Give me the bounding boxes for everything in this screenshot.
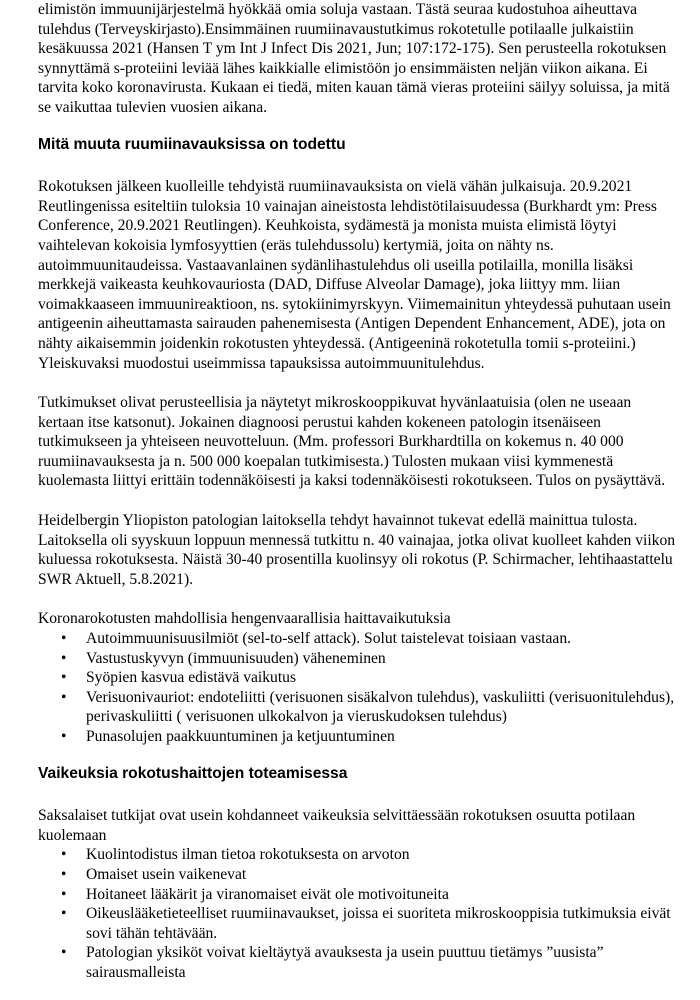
paragraph-heidelberg: Heidelbergin Yliopiston patologian laitoksella tehdyt havainnot tukevat edellä mainittua tulosta. Laitoksella oli syyskuun loppuun mennessä tutkittu n. 40 vainajaa, jotka olivat kuolleet kahden viikon kuluessa rokotuksesta. Näistä 30-40 prosentilla kuolinsyy oli rokotus (P. Schirmacher, lehtihaastattelu SWR Aktuell, 5.8.2021).	[38, 512, 676, 588]
intro-paragraph: elimistön immuunijärjestelmä hyökkää omia soluja vastaan. Tästä seuraa kudostuhoa aiheuttava tulehdus (Terveyskirjasto).Ensimmäinen ruumiinavaustutkimus rokotetulle potilaalle julkaistiin kesäkuussa 2021 (Hansen T ym Int J Infect Dis 2021, Jun; 107:172-175). Sen perusteella rokotuksen synnyttämä s-proteiini leviää lähes kaikkialle elimistöön jo ensimmäisten neljän viikon aikana. Ei tarvita koko koronavirusta. Kukaan ei tiedä, miten kauan tämä vieras proteiini säilyy soluissa, ja mitä se vaikuttaa tulevien vuosien aikana.	[38, 1, 670, 116]
section-heading-difficulties: Vaikeuksia rokotushaittojen toteamisessa	[38, 764, 348, 782]
list-item: • Autoimmuunisuusilmiöt (sel-to-self attack). Solut taistelevat toisiaan vastaan.	[38, 629, 680, 649]
list-item: • Punasolujen paakkuuntuminen ja ketjuuntuminen	[38, 727, 680, 747]
list-item: • Syöpien kasvua edistävä vaikutus	[38, 668, 680, 688]
side-effects-list	[38, 629, 680, 747]
list-item: • Verisuonivauriot: endoteliitti (verisuonen sisäkalvon tulehdus), vaskuliitti (verisuonitulehdus), perivaskuliitti ( verisuonen ulkokalvon ja vieruskudoksen tulehdus)	[38, 688, 680, 727]
paragraph-reutlingen: Rokotuksen jälkeen kuolleille tehdyistä ruumiinavauksista on vielä vähän julkaisuja. 20.9.2021 Reutlingenissa esiteltiin tuloksia 10 vainajan aineistosta lehdistötilaisuudessa (Burkhardt ym: Press Conference, 20.9.2021 Reutlingen). Keuhkoista, sydämestä ja monista muista elimistä löytyi vaihtelevan kokoisia lymfosyyttien (eräs tulehdussolu) kertymiä, joita on nähty ns. autoimmuunitaudeissa. Vastaavanlainen sydänlihastulehdus oli useilla potilailla, monilla lisäksi merkkejä vaikeasta keuhkovauriosta (DAD, Diffuse Alveolar Damage), joka liittyy mm. liian voimakkaaseen immuunireaktioon, ns. sytokiinimyrskyyn. Viimemainitun yhteydessä puhutaan usein antigeenin aiheuttamasta sairauden pahenemisesta (Antigen Dependent Enhancement, ADE), jota on nähty aikaisemmin joidenkin rokotusten yhteydessä. (Antigeeninä rokotetulla tomii s-proteiini.) Yleiskuvaksi muodostui useimmissa tapauksissa autoimmuunitulehdus.	[38, 178, 671, 372]
list-item: • Vastustuskyvyn (immuunisuuden) väheneminen	[38, 649, 680, 669]
list-item: • Oikeuslääketieteelliset ruumiinavaukset, joissa ei suoriteta mikroskooppisia tutkimuksia eivät sovi tähän tehtävään.	[38, 904, 680, 943]
list-item: • Hoitaneet lääkärit ja viranomaiset eivät ole motivoituneita	[38, 885, 680, 905]
section-heading-autopsies: Mitä muuta ruumiinavauksissa on todettu	[38, 135, 346, 153]
difficulties-list	[38, 845, 680, 982]
paragraph-german-researchers: Saksalaiset tutkijat ovat usein kohdanneet vaikeuksia selvittäessään rokotuksen osuutta potilaan kuolemaan	[38, 807, 636, 844]
document-page	[38, 0, 680, 983]
list-title-side-effects: Koronarokotusten mahdollisia hengenvaarallisia haittavaikutuksia	[38, 610, 451, 628]
paragraph-studies: Tutkimukset olivat perusteellisia ja näytetyt mikroskooppikuvat hyvänlaatuisia (olen ne useaan kertaan itse katsonut). Jokainen diagnoosi perustui kahden kokeneen patologin itsenäiseen tutkimukseen ja yhteiseen neuvotteluun. (Mm. professori Burkhardtilla on kokemus n. 40 000 ruumiinavauksesta ja n. 500 000 koepalan tutkimisesta.) Tulosten mukaan viisi kymmenestä kuolemasta liittyi erittäin todennäköisesti ja kaksi todennäköisesti rokotukseen. Tulos on pysäyttävä.	[38, 394, 666, 490]
list-item: • Kuolintodistus ilman tietoa rokotuksesta on arvoton	[38, 845, 680, 865]
list-item: • Patologian yksiköt voivat kieltäytyä avauksesta ja usein puuttuu tietämys ”uusista” sairausmalleista	[38, 943, 680, 982]
list-item: • Omaiset usein vaikenevat	[38, 865, 680, 885]
